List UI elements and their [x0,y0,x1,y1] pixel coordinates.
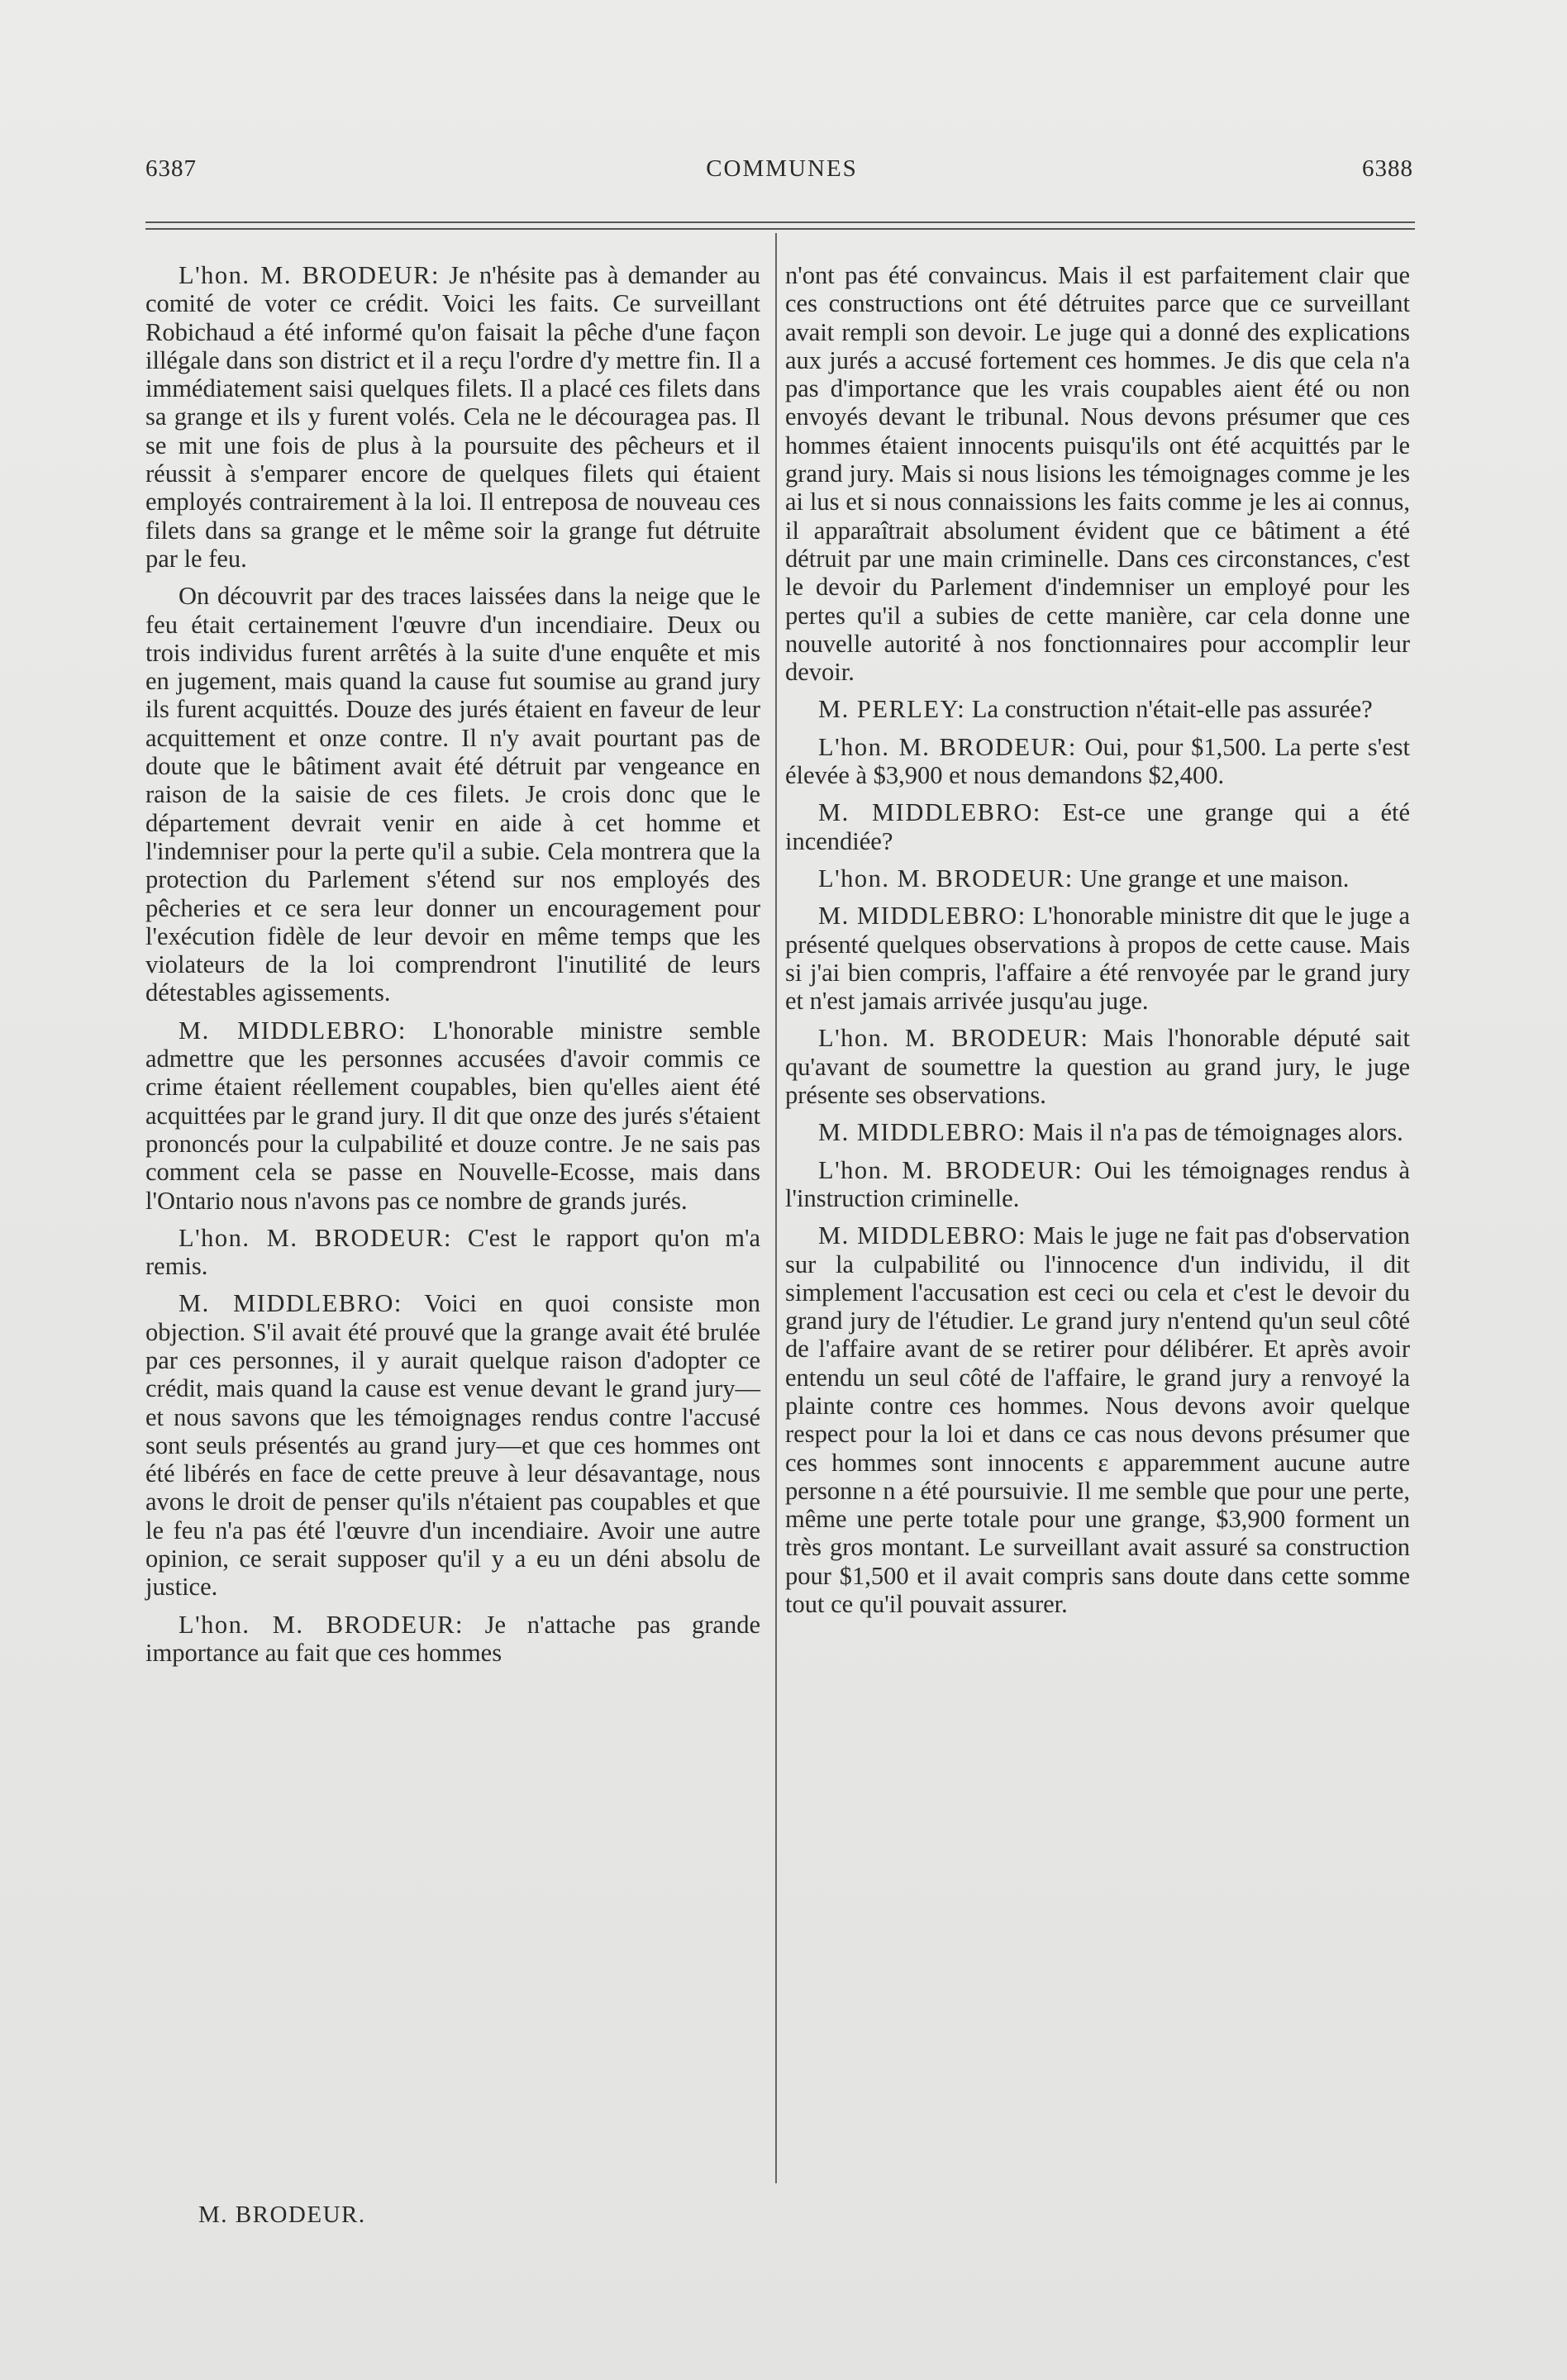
paragraph-text: La construction n'était-elle pas assurée? [965,695,1373,724]
paragraph-text: L'honorable ministre dit que le juge a présenté quelques observations à propos de cette cause. Mais si j'ai bien compris, l'affaire a été renvoyée par le grand jury et n'est jamais arrivée jusqu'au juge. [785,902,1410,1016]
paragraph-text: Oui, pour $1,500. La perte s'est élevée à $3,900 et nous demandons $2,400. [785,732,1410,790]
paragraph [785,1156,1410,1213]
paragraph-text: On découvrit par des traces laissées dans la neige que le feu était certainement l'œuvre d'un incendiaire. Deux ou trois individus furent arrêtés à la suite d'une enquête et mis en jugement, mais quand la cause fut soumise au grand jury ils furent acquittés. Douze des jurés étaient en faveur de leur acquittement et onze contre. Il n'y avait pourtant pas de doute que le bâtiment avait été détruit par vengeance en raison de la saisie de ces filets. Je crois donc que le département devrait venir en aide à cet homme et l'indemniser pour la perte qu'il a subie. Cela montrera que la protection du Parlement s'étend sur nos employés des pêcheries et ce sera leur donner un encouragement pour l'exécution fidèle de leur devoir en même temps que les violateurs de la loi comprendront l'inutilité de leurs détestables agissements. [145,582,760,1007]
speaker-name: M. MIDDLEBRO: [818,1118,1026,1147]
paragraph-text: Mais il n'a pas de témoignages alors. [1026,1118,1403,1147]
speaker-name: L'hon. M. BRODEUR: [818,864,1074,892]
paragraph-text: Je n'hésite pas à demander au comité de voter ce crédit. Voici les faits. Ce surveillant Robichaud a été informé qu'on faisait la pêche d'une façon illégale dans son district et il a reçu l'ordre d'y mettre fin. Il a immédiatement saisi quelques filets. Il a placé ces filets dans sa grange et ils y furent volés. Cela ne le découragea pas. Il se mit une fois de plus à la poursuite des pêcheurs et il réussit à s'emparer encore de quelques filets qui étaient employés contrairement à la loi. Il entreposa de nouveau ces filets dans sa grange et le même soir la grange fut détruite par le feu. [145,261,760,573]
paragraph [145,1016,760,1215]
left-column [145,261,760,1676]
paragraph [785,1118,1410,1146]
paragraph [785,798,1410,855]
page-title: COMMUNES [706,155,858,182]
paragraph [145,261,760,573]
column-divider [775,233,777,2183]
speaker-name: L'hon. M. BRODEUR: [179,1223,453,1252]
header-rule-top [145,221,1415,223]
paragraph [785,1221,1410,1618]
paragraph [785,695,1410,723]
page-number-left: 6387 [145,155,197,182]
paragraph [145,582,760,1007]
paragraph [145,1611,760,1668]
speaker-name: M. MIDDLEBRO: [818,902,1026,931]
catchword-footer: M. BRODEUR. [198,2202,366,2228]
speaker-name: L'hon. M. BRODEUR: [179,1610,464,1639]
paragraph-text: C'est le rapport qu'on m'a remis. [145,1223,760,1281]
speaker-name: M. MIDDLEBRO: [179,1289,402,1318]
speaker-name: M. MIDDLEBRO: [179,1016,407,1045]
paragraph [785,733,1410,790]
speaker-name: L'hon. M. BRODEUR: [818,1024,1089,1053]
speaker-name: L'hon. M. BRODEUR: [818,1155,1084,1184]
paragraph-text: Je n'attache pas grande importance au fait que ces hommes [145,1610,760,1667]
page-header [145,155,1418,192]
paragraph [785,261,1410,686]
paragraph-text: Voici en quoi consiste mon objection. S'il avait été prouvé que la grange avait été brulée par ces personnes, il y aurait quelque raison d'adopter ce crédit, mais quand la cause est venue devant le grand jury—et nous savons que les témoignages rendus contre l'accusé sont seuls présentés au grand jury—et que ces hommes ont été libérés en face de cette preuve à leur désavantage, nous avons le droit de penser qu'ils n'étaient pas coupables et que le feu n'a pas été l'œuvre d'un incendiaire. Avoir une autre opinion, ce serait supposer qu'il y a eu un déni absolu de justice. [145,1289,760,1602]
paragraph-text: Mais l'honorable député sait qu'avant de soumettre la question au grand jury, le juge présente ses observations. [785,1024,1410,1110]
paragraph-text: Une grange et une maison. [1073,864,1350,892]
speaker-name: M. PERLEY: [818,695,966,724]
paragraph-text: Mais le juge ne fait pas d'observation sur la culpabilité ou l'innocence d'un individu, il dit simplement l'accusation est ceci ou cela et c'est le devoir du grand jury de l'étudier. Le grand jury n'entend qu'un seul côté de l'affaire avant de se retirer pour délibérer. Et après avoir entendu un seul côté de l'affaire, le grand jury a renvoyé la plainte contre ces hommes. Nous devons avoir quelque respect pour la loi et dans ce cas nous devons présumer que ces hommes sont innocents ε apparemment aucune autre personne n a été poursuivie. Il me semble que pour une perte, même une perte totale pour une grange, $3,900 forment un très gros montant. Le surveillant avait assuré sa construction pour $1,500 et il avait compris sans doute dans cette somme tout ce qu'il pouvait assurer. [785,1221,1410,1619]
speaker-name: L'hon. M. BRODEUR: [818,732,1077,761]
right-column [785,261,1410,1627]
speaker-name: M. MIDDLEBRO: [818,798,1041,827]
paragraph [785,902,1410,1015]
paragraph [145,1289,760,1601]
speaker-name: M. MIDDLEBRO: [818,1221,1026,1250]
paragraph-text: L'honorable ministre semble admettre que les personnes accusées d'avoir commis ce crime étaient réellement coupables, bien qu'elles aient été acquittées par le grand jury. Il dit que onze des jurés s'étaient prononcés pour la culpabilité et douze contre. Je ne sais pas comment cela se passe en Nouvelle-Ecosse, mais dans l'Ontario nous n'avons pas ce nombre de grands jurés. [145,1016,760,1215]
paragraph-text: n'ont pas été convaincus. Mais il est parfaitement clair que ces constructions ont été détruites parce que ce surveillant avait rempli son devoir. Le juge qui a donné des explications aux jurés a accusé fortement ces hommes. Je dis que cela n'a pas d'importance que les vrais coupables aient été ou non envoyés devant le tribunal. Nous devons présumer que ces hommes étaient innocents puisqu'ils ont été acquittés par le grand jury. Mais si nous lisions les témoignages comme je les ai lus et si nous connaissions les faits comme je les ai connus, il apparaîtrait absolument évident que ce bâtiment a été détruit par une main criminelle. Dans ces circonstances, c'est le devoir du Parlement d'indemniser un employé pour les pertes qu'il a subies de cette manière, car cela donne une nouvelle autorité à nos fonctionnaires pour accomplir leur devoir. [785,261,1410,687]
header-rule-bottom [145,228,1415,230]
paragraph [145,1224,760,1281]
paragraph-text: Est-ce une grange qui a été incendiée? [785,798,1410,855]
paragraph [785,864,1410,892]
paragraph [785,1024,1410,1109]
speaker-name: L'hon. M. BRODEUR: [179,261,440,289]
paragraph-text: Oui les témoignages rendus à l'instruction criminelle. [785,1155,1410,1212]
page-number-right: 6388 [1362,155,1413,182]
